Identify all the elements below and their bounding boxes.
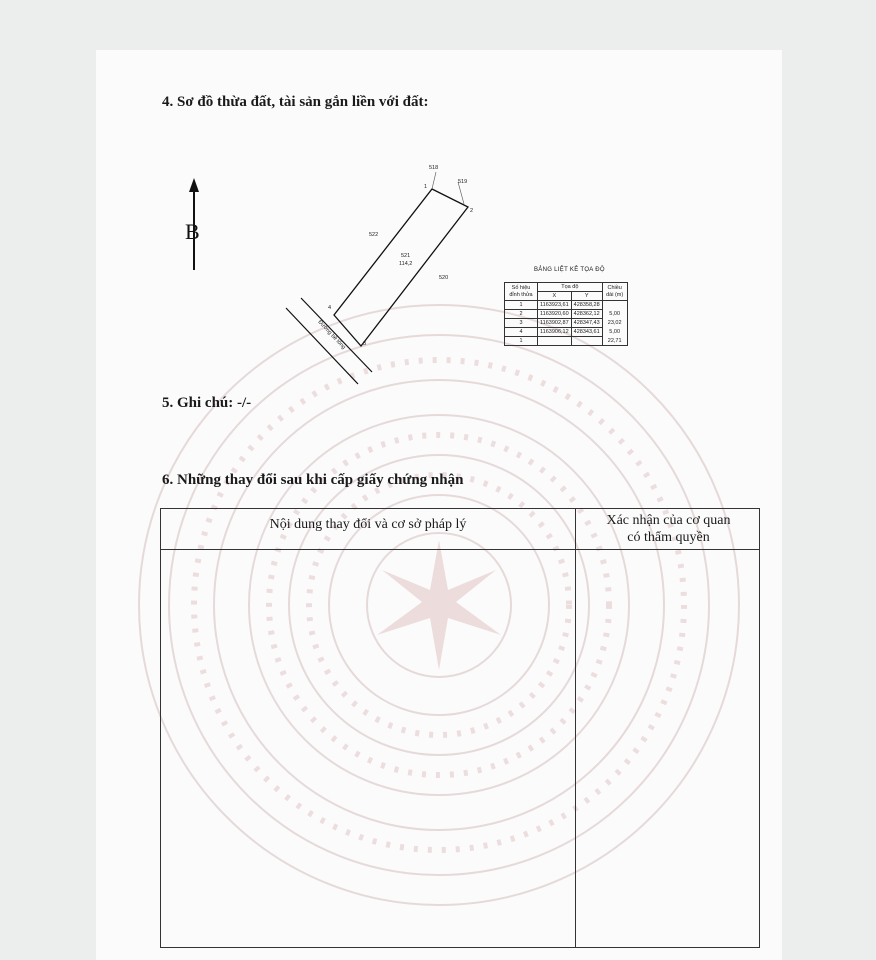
table-row bbox=[505, 310, 628, 319]
changes-content-column bbox=[161, 509, 576, 947]
plot-area: 114,2 bbox=[399, 261, 413, 267]
header-divider bbox=[161, 549, 759, 550]
row-id: 1 bbox=[505, 337, 538, 346]
header-x: X bbox=[538, 292, 572, 301]
section-5-title: 5. Ghi chú: -/- bbox=[162, 395, 252, 411]
vertex-4: 4 bbox=[328, 305, 332, 311]
coord-table-title: BẢNG LIỆT KÊ TỌA ĐỘ bbox=[534, 267, 605, 273]
coord-table bbox=[504, 282, 628, 346]
header-coords: Tọa độ bbox=[538, 283, 603, 292]
section-6-title: 6. Những thay đổi sau khi cấp giấy chứng nhận bbox=[162, 472, 464, 488]
row-x: 1163906,12 bbox=[538, 328, 572, 337]
row-length bbox=[602, 301, 627, 310]
north-symbol: B bbox=[185, 219, 200, 244]
row-y: 428343,61 bbox=[571, 328, 602, 337]
header-length: Chiều dài (m) bbox=[602, 283, 627, 301]
authority-header-line1: Xác nhận của cơ quan bbox=[606, 513, 731, 528]
row-y bbox=[571, 337, 602, 346]
neighbor-519: 519 bbox=[458, 179, 468, 185]
row-id: 3 bbox=[505, 319, 538, 328]
certificate-page bbox=[96, 50, 782, 960]
header-vertex: Số hiệu đỉnh thửa bbox=[505, 283, 538, 301]
row-x: 1163920,60 bbox=[538, 310, 572, 319]
header-y: Y bbox=[571, 292, 602, 301]
row-y: 428358,28 bbox=[571, 301, 602, 310]
neighbor-518: 518 bbox=[429, 165, 439, 171]
row-id: 1 bbox=[505, 301, 538, 310]
row-x bbox=[538, 337, 572, 346]
vertex-1: 1 bbox=[424, 184, 428, 190]
row-length: 5,00 bbox=[602, 328, 627, 337]
authority-header-line2: có thẩm quyền bbox=[627, 530, 710, 545]
row-y: 428347,43 bbox=[571, 319, 602, 328]
row-id: 2 bbox=[505, 310, 538, 319]
row-length: 5,00 bbox=[602, 310, 627, 319]
row-x: 1163923,61 bbox=[538, 301, 572, 310]
neighbor-520: 520 bbox=[439, 275, 449, 281]
row-length: 23,02 bbox=[602, 319, 627, 328]
changes-table bbox=[160, 508, 760, 948]
parcel-outline bbox=[334, 189, 468, 346]
row-y: 428362,12 bbox=[571, 310, 602, 319]
row-id: 4 bbox=[505, 328, 538, 337]
section-4-title: 4. Sơ đồ thừa đất, tài sản gắn liền với đất: bbox=[162, 94, 429, 110]
neighbor-522: 522 bbox=[369, 232, 379, 238]
table-row bbox=[505, 301, 628, 310]
changes-content-header: Nội dung thay đổi và cơ sở pháp lý bbox=[269, 517, 467, 532]
table-row bbox=[505, 319, 628, 328]
road-label: Đường bê tông bbox=[316, 319, 347, 351]
row-x: 1163902,87 bbox=[538, 319, 572, 328]
plot-id: 521 bbox=[401, 253, 411, 259]
vertex-2: 2 bbox=[470, 208, 474, 214]
table-row bbox=[505, 328, 628, 337]
table-row bbox=[505, 337, 628, 346]
vertex-3: 3 bbox=[363, 341, 367, 347]
row-length: 22,71 bbox=[602, 337, 627, 346]
authority-confirmation-header bbox=[576, 512, 761, 546]
